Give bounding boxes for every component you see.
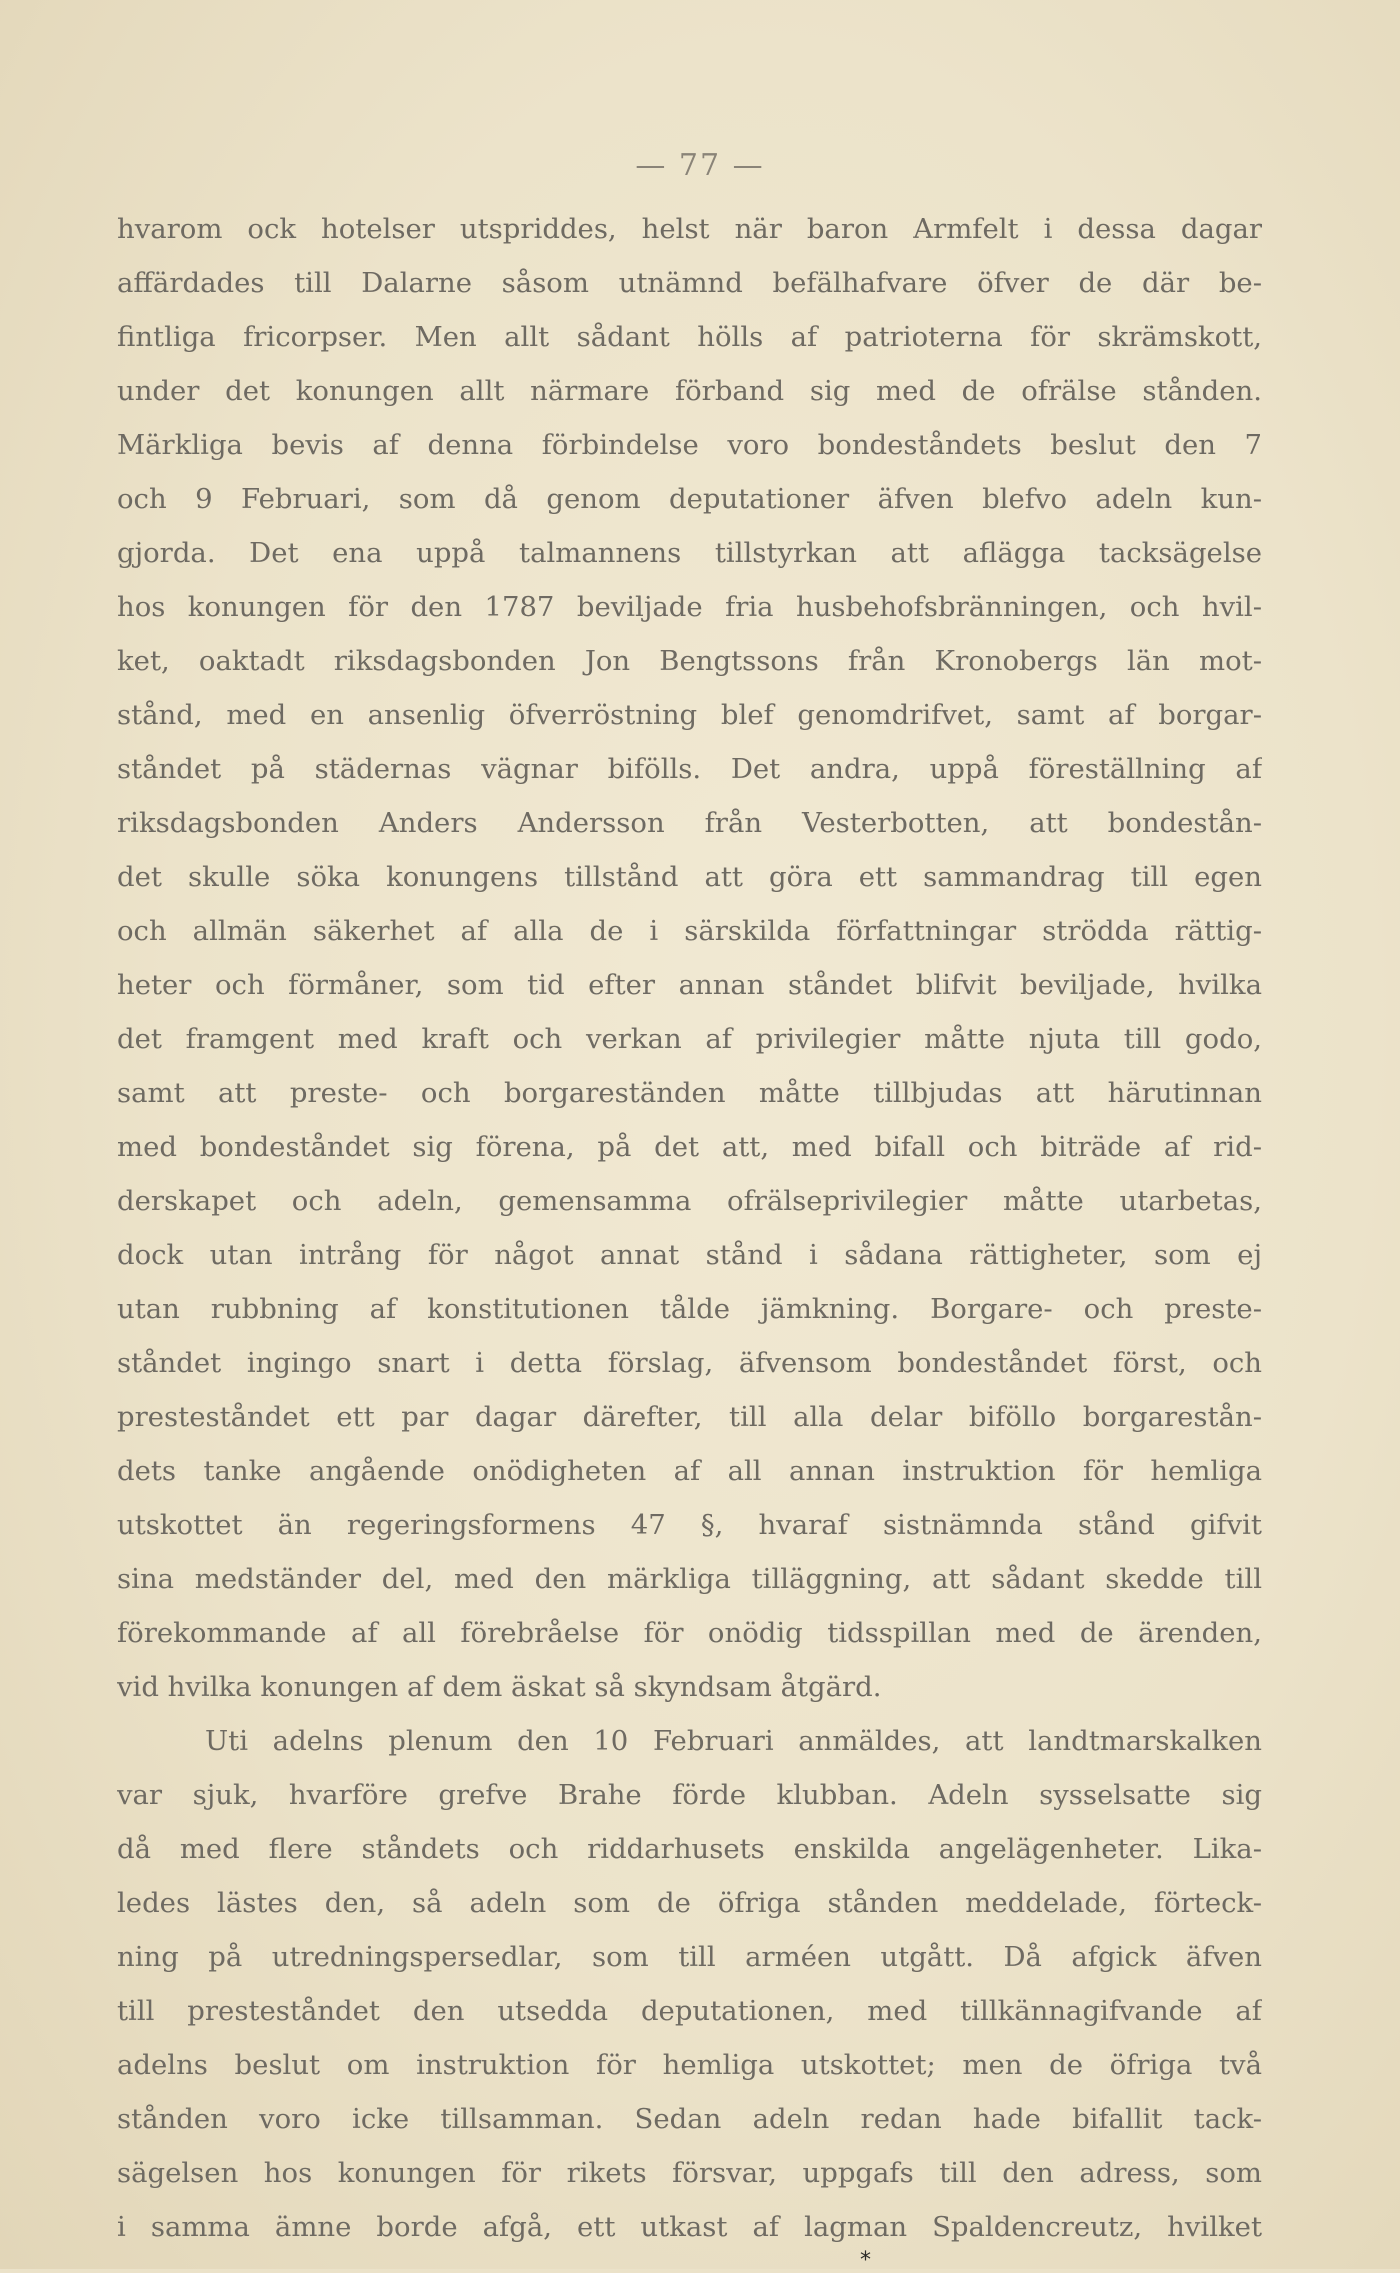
text-line: och 9 Februari, som då genom deputationer äfven blefvo adeln kun- <box>117 483 1262 515</box>
text-line: adelns beslut om instruktion för hemliga utskottet; men de öfriga två <box>117 2049 1262 2081</box>
text-line: med bondeståndet sig förena, på det att, med bifall och biträde af rid- <box>117 1131 1262 1163</box>
text-line: stånd, med en ansenlig öfverröstning blef genomdrifvet, samt af borgar- <box>117 699 1262 731</box>
text-line: hvarom ock hotelser utspriddes, helst när baron Armfelt i dessa dagar <box>117 213 1262 245</box>
text-line: då med flere ståndets och riddarhusets enskilda angelägenheter. Lika- <box>117 1833 1262 1865</box>
text-line: ståndet ingingo snart i detta förslag, äfvensom bondeståndet först, och <box>117 1347 1262 1379</box>
text-line: till presteståndet den utsedda deputationen, med tillkännagifvande af <box>117 1995 1262 2027</box>
text-line: hos konungen för den 1787 beviljade fria husbehofsbränningen, och hvil- <box>117 591 1262 623</box>
text-line: var sjuk, hvarföre grefve Brahe förde klubban. Adeln sysselsatte sig <box>117 1779 1262 1811</box>
text-line: presteståndet ett par dagar därefter, till alla delar biföllo borgarestån- <box>117 1401 1262 1433</box>
text-line: Märkliga bevis af denna förbindelse voro bondeståndets beslut den 7 <box>117 429 1262 461</box>
text-line: det skulle söka konungens tillstånd att göra ett sammandrag till egen <box>117 861 1262 893</box>
text-line: utskottet än regeringsformens 47 §, hvaraf sistnämnda stånd gifvit <box>117 1509 1262 1541</box>
text-line: gjorda. Det ena uppå talmannens tillstyrkan att aflägga tacksägelse <box>117 537 1262 569</box>
text-line: Uti adelns plenum den 10 Februari anmäldes, att landtmarskalken <box>205 1725 1262 1757</box>
footer-mark: * <box>860 2248 871 2273</box>
text-line: dock utan intrång för något annat stånd i sådana rättigheter, som ej <box>117 1239 1262 1271</box>
page-number: — 77 — <box>635 148 765 183</box>
text-line: det framgent med kraft och verkan af privilegier måtte njuta till godo, <box>117 1023 1262 1055</box>
text-line: affärdades till Dalarne såsom utnämnd befälhafvare öfver de där be- <box>117 267 1262 299</box>
text-line: fintliga fricorpser. Men allt sådant hölls af patrioterna för skrämskott, <box>117 321 1262 353</box>
text-line: under det konungen allt närmare förband sig med de ofrälse stånden. <box>117 375 1262 407</box>
text-line: riksdagsbonden Anders Andersson från Vesterbotten, att bondestån- <box>117 807 1262 839</box>
text-line: vid hvilka konungen af dem äskat så skyndsam åtgärd. <box>117 1671 882 1703</box>
paragraph-1 <box>117 202 1262 1714</box>
text-line: ståndet på städernas vägnar bifölls. Det andra, uppå föreställning af <box>117 753 1262 785</box>
text-line: sägelsen hos konungen för rikets försvar, uppgafs till den adress, som <box>117 2157 1262 2189</box>
text-line: samt att preste- och borgareständen måtte tillbjudas att härutinnan <box>117 1077 1262 1109</box>
paragraph-2 <box>117 1714 1262 2254</box>
text-line: ning på utredningspersedlar, som till arméen utgått. Då afgick äfven <box>117 1941 1262 1973</box>
text-line: heter och förmåner, som tid efter annan ståndet blifvit beviljade, hvilka <box>117 969 1262 1001</box>
body-text <box>117 202 1262 2254</box>
text-line: sina medständer del, med den märkliga tilläggning, att sådant skedde till <box>117 1563 1262 1595</box>
text-line: derskapet och adeln, gemensamma ofrälseprivilegier måtte utarbetas, <box>117 1185 1262 1217</box>
text-line: ket, oaktadt riksdagsbonden Jon Bengtssons från Kronobergs län mot- <box>117 645 1262 677</box>
text-line: ledes lästes den, så adeln som de öfriga stånden meddelade, förteck- <box>117 1887 1262 1919</box>
text-line: i samma ämne borde afgå, ett utkast af lagman Spaldencreutz, hvilket <box>117 2211 1262 2243</box>
text-line: och allmän säkerhet af alla de i särskilda författningar strödda rättig- <box>117 915 1262 947</box>
text-line: förekommande af all förebråelse för onödig tidsspillan med de ärenden, <box>117 1617 1262 1649</box>
text-line: stånden voro icke tillsamman. Sedan adeln redan hade bifallit tack- <box>117 2103 1262 2135</box>
text-line: dets tanke angående onödigheten af all annan instruktion för hemliga <box>117 1455 1262 1487</box>
text-line: utan rubbning af konstitutionen tålde jämkning. Borgare- och preste- <box>117 1293 1262 1325</box>
